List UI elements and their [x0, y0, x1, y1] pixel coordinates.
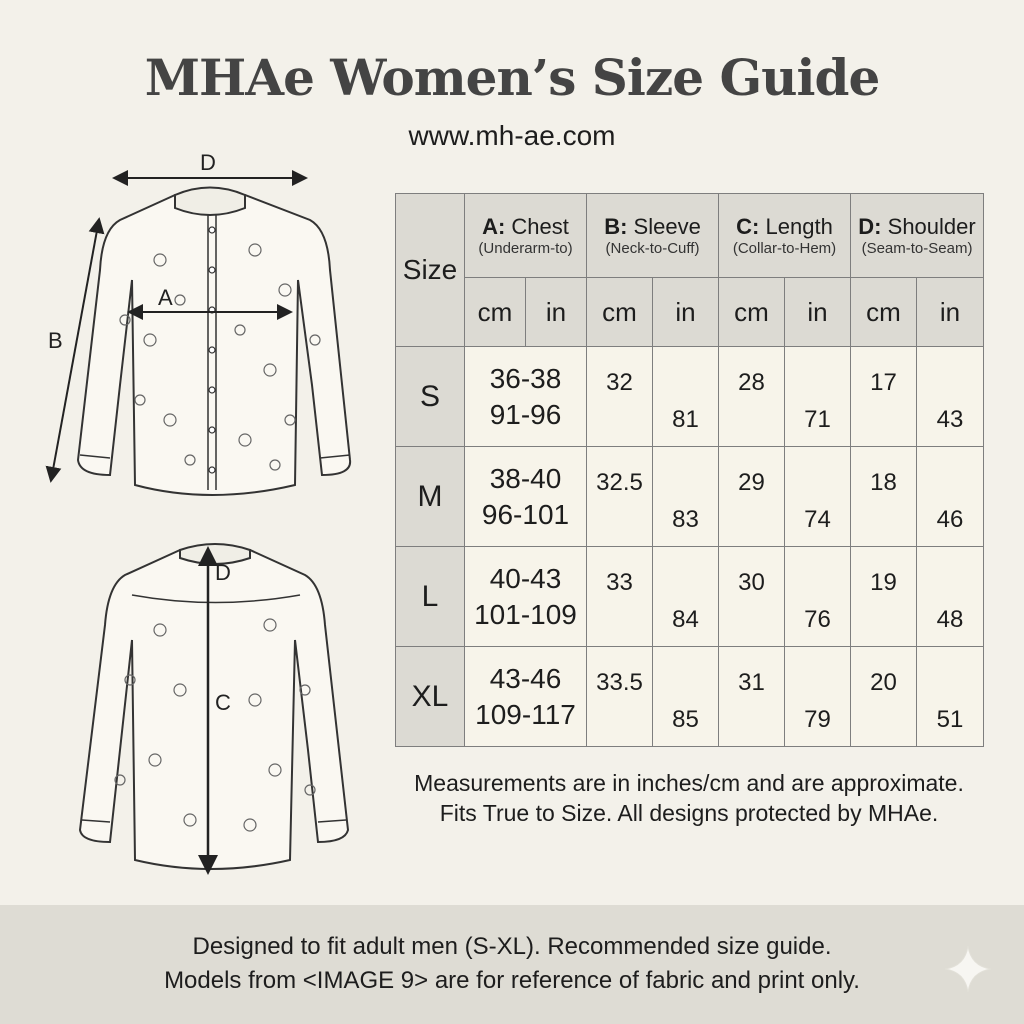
size-label: L	[396, 547, 465, 647]
unit-header: in	[917, 278, 984, 347]
table-row	[396, 447, 984, 547]
sleeve-cm-cell: 33	[587, 547, 653, 647]
length-in-cell: 71	[785, 347, 851, 447]
length-cm-cell: 31	[719, 647, 785, 747]
shoulder-cm-cell: 19	[851, 547, 917, 647]
length-in-cell: 76	[785, 547, 851, 647]
unit-header: cm	[851, 278, 917, 347]
shoulder-in-cell: 48	[917, 547, 984, 647]
sleeve-cm-cell: 32	[587, 347, 653, 447]
shoulder-cm-cell: 17	[851, 347, 917, 447]
sleeve-cm-cell: 32.5	[587, 447, 653, 547]
length-in-cell: 79	[785, 647, 851, 747]
sparkle-icon	[943, 944, 993, 994]
size-label: M	[396, 447, 465, 547]
footer-line-1: Designed to fit adult men (S-XL). Recommended size guide.	[192, 933, 832, 960]
unit-header: cm	[587, 278, 653, 347]
note-line-2: Fits True to Size. All designs protected by MHAe.	[439, 800, 939, 826]
shoulder-cm-cell: 20	[851, 647, 917, 747]
sleeve-in-cell: 84	[653, 547, 719, 647]
unit-header: cm	[719, 278, 785, 347]
column-header-sleeve: B: Sleeve (Neck-to-Cuff)	[587, 194, 719, 278]
unit-header: in	[785, 278, 851, 347]
chest-cell: 36-38 91-96	[465, 347, 587, 447]
unit-header: cm	[465, 278, 526, 347]
shoulder-cm-cell: 18	[851, 447, 917, 547]
back-label-d: D	[215, 560, 231, 585]
table-row	[396, 647, 984, 747]
shirt-back-diagram	[60, 530, 370, 880]
website-url: www.mh-ae.com	[408, 120, 616, 151]
shoulder-in-cell: 46	[917, 447, 984, 547]
size-column-header: Size	[396, 194, 465, 347]
length-cm-cell: 28	[719, 347, 785, 447]
note-line-1: Measurements are in inches/cm and are approximate.	[414, 770, 964, 796]
measurement-note	[395, 768, 983, 828]
column-header-chest: A: Chest (Underarm-to)	[465, 194, 587, 278]
size-label: S	[396, 347, 465, 447]
chest-cell: 43-46 109-117	[465, 647, 587, 747]
page-title: MHAe Women’s Size Guide	[144, 48, 880, 107]
sleeve-cm-cell: 33.5	[587, 647, 653, 747]
table-row	[396, 547, 984, 647]
length-in-cell: 74	[785, 447, 851, 547]
front-label-a: A	[158, 285, 173, 310]
front-label-d: D	[200, 150, 216, 175]
shoulder-in-cell: 51	[917, 647, 984, 747]
column-header-length: C: Length (Collar-to-Hem)	[719, 194, 851, 278]
unit-header: in	[653, 278, 719, 347]
shirt-front-diagram	[40, 140, 380, 510]
size-chart-table	[395, 193, 984, 747]
size-label: XL	[396, 647, 465, 747]
sleeve-in-cell: 85	[653, 647, 719, 747]
chest-cell: 38-40 96-101	[465, 447, 587, 547]
footer-text	[0, 930, 1024, 998]
length-cm-cell: 29	[719, 447, 785, 547]
chest-cell: 40-43 101-109	[465, 547, 587, 647]
shoulder-in-cell: 43	[917, 347, 984, 447]
table-row	[396, 347, 984, 447]
footer-line-2: Models from <IMAGE 9> are for reference of fabric and print only.	[164, 967, 860, 994]
unit-header: in	[526, 278, 587, 347]
length-cm-cell: 30	[719, 547, 785, 647]
front-label-b: B	[48, 328, 63, 353]
column-header-shoulder: D: Shoulder (Seam-to-Seam)	[851, 194, 984, 278]
sleeve-in-cell: 81	[653, 347, 719, 447]
back-label-c: C	[215, 690, 231, 715]
sleeve-in-cell: 83	[653, 447, 719, 547]
